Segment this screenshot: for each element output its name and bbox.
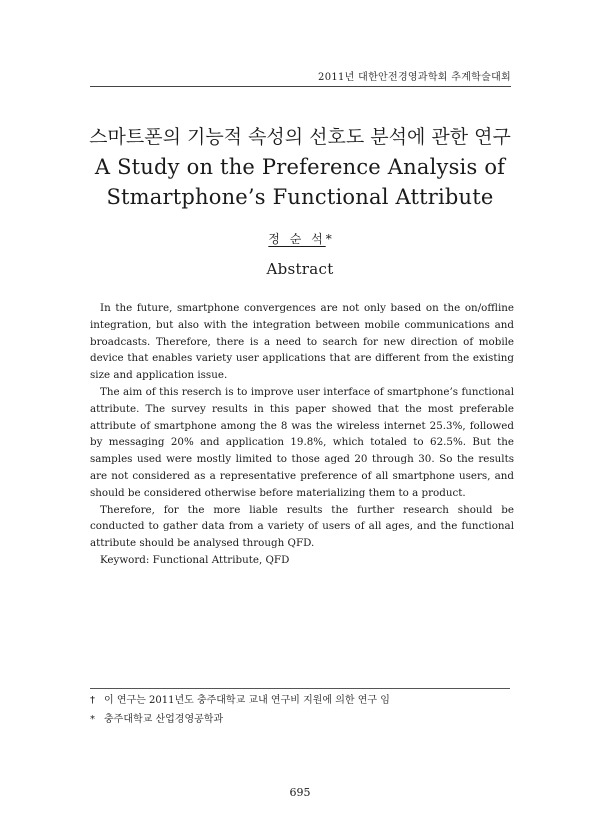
footnote-affiliation	[90, 710, 514, 729]
abstract-paragraph-3: Therefore, for the more liable results the further research should be conducted to gather data from a variety of users of all ages, and the functional attribute should be analysed through QFD.	[90, 503, 514, 550]
title-block	[60, 122, 540, 212]
dagger-mark: †	[90, 695, 95, 706]
title-english-line-1: A Study on the Preference Analysis of	[94, 155, 506, 179]
running-header: 2011년 대한안전경영과학회 추계학술대회	[318, 72, 511, 83]
author-line	[0, 230, 600, 247]
footnote-funding-text: 이 연구는 2011년도 충주대학교 교내 연구비 지원에 의한 연구 임	[104, 695, 390, 706]
title-korean: 스마트폰의 기능적 속성의 선호도 분석에 관한 연구	[89, 126, 511, 148]
abstract-paragraph-1: In the future, smartphone convergences are not only based on the on/offline integration, but also with the integration between mobile communications and broadcasts. Therefore, there is a need to search for new direction of mobile device that enables variety user applications that are different from the existing size and application issue.	[90, 302, 514, 382]
keywords: Keyword: Functional Attribute, QFD	[100, 553, 290, 566]
footnotes	[90, 691, 514, 729]
asterisk-mark: *	[90, 714, 95, 725]
abstract-heading: Abstract	[266, 260, 334, 278]
footnote-funding	[90, 691, 514, 710]
author-name: 정 순 석	[268, 232, 326, 246]
footnote-affiliation-text: 충주대학교 산업경영공학과	[104, 714, 224, 725]
abstract-paragraph-2: The aim of this reserch is to improve user interface of smartphone’s functional attribute. The survey results in this paper showed that the most preferable attribute of smartphone among the 8 was the wireless internet 25.3%, followed by messaging 20% and application 19.8%, which totaled to 62.5%. But the samples used were mostly limited to those aged 20 through 30. So the results are not considered as a representative preference of all smartphone users, and should be considered otherwise before materializing them to a product.	[90, 385, 514, 499]
header-rule	[90, 86, 511, 87]
author-affiliation-mark: *	[325, 232, 332, 246]
footnote-rule	[90, 688, 510, 689]
abstract-body	[90, 300, 514, 569]
page-number: 695	[289, 786, 311, 799]
title-english-line-2: Stmartphone’s Functional Attribute	[106, 185, 494, 209]
